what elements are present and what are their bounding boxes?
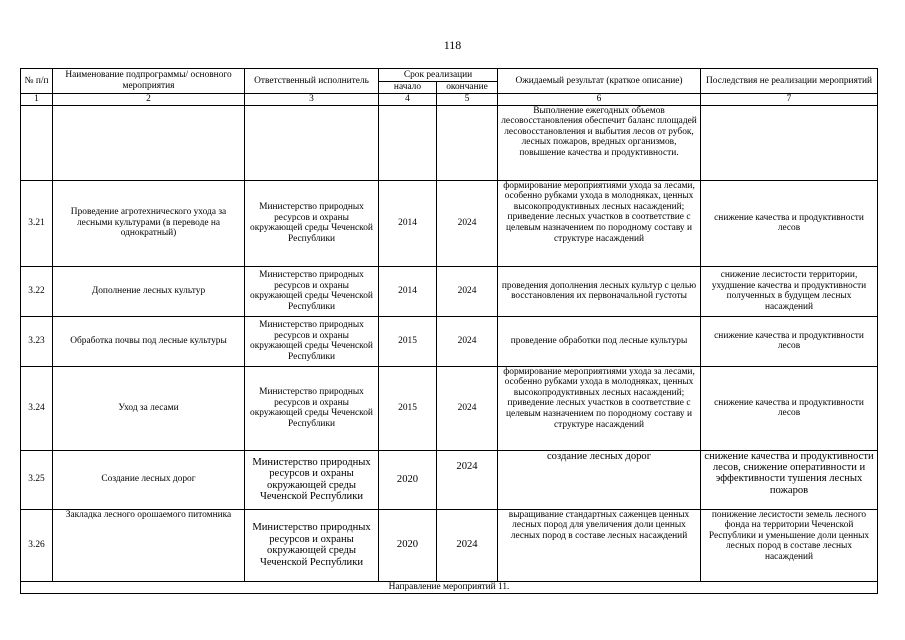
column-number: 4 [379,94,437,106]
row-start: 2014 [379,180,437,266]
table-row [21,450,878,509]
row-executor: Министерство природных ресурсов и охраны окружающей среды Чеченской Республики [245,266,379,316]
row-num: 3.21 [21,180,53,266]
table-row [21,105,878,180]
table-row [21,180,878,266]
row-start: 2015 [379,366,437,450]
page-number: 118 [443,38,462,52]
header-start: начало [379,82,437,94]
row-start: 2014 [379,266,437,316]
column-number-row [21,94,878,106]
result-cell: Выполнение ежегодных объемов лесовосстановления обеспечит баланс площадей лесовосстановления и выбытия лесов от рубок, лесных пожаров, вредных организмов, повышение качества и продуктивности. [498,105,701,180]
column-number: 3 [245,94,379,106]
table-row [21,366,878,450]
row-end: 2024 [437,450,498,509]
row-end: 2024 [437,316,498,366]
row-name: Проведение агротехнического ухода за лесными культурами (в переводе на однократный) [53,180,245,266]
row-executor: Министерство природных ресурсов и охраны окружающей среды Чеченской Республики [245,316,379,366]
row-end: 2024 [437,266,498,316]
row-result: формирование мероприятиями ухода за лесами, особенно рубками ухода в молодняках, ценных высокопродуктивных лесных насаждений; приведение лесных участков в соответствие с целевым назначением по породному составу и структуре насаждений [498,180,701,266]
row-num: 3.24 [21,366,53,450]
header-num: № п/п [21,69,53,94]
row-executor: Министерство природных ресурсов и охраны окружающей среды Чеченской Республики [245,366,379,450]
row-end: 2024 [437,180,498,266]
header-name: Наименование подпрограммы/ основного мероприятия [53,69,245,94]
header-consequences: Последствия не реализации мероприятий [701,69,878,94]
row-name: Обработка почвы под лесные культуры [53,316,245,366]
row-consequences: снижение лесистости территории, ухудшение качества и продуктивности полученных в будущем лесных насаждений [701,266,878,316]
row-end: 2024 [437,509,498,581]
table-row [21,509,878,581]
row-name: Дополнение лесных культур [53,266,245,316]
column-number: 6 [498,94,701,106]
row-consequences: снижение качества и продуктивности лесов [701,316,878,366]
row-name: Создание лесных дорог [53,450,245,509]
header-executor: Ответственный исполнитель [245,69,379,94]
footer-row [21,581,878,593]
header-result: Ожидаемый результат (краткое описание) [498,69,701,94]
table-row [21,266,878,316]
row-executor: Министерство природных ресурсов и охраны окружающей среды Чеченской Республики [245,450,379,509]
row-num: 3.25 [21,450,53,509]
header-row [21,69,878,82]
header-end: окончание [437,82,498,94]
column-number: 5 [437,94,498,106]
row-start: 2020 [379,509,437,581]
row-executor: Министерство природных ресурсов и охраны окружающей среды Чеченской Республики [245,509,379,581]
row-result: выращивание стандартных саженцев ценных лесных пород для увеличения доли ценных лесных пород в составе лесных насаждений [498,509,701,581]
row-result: проведение обработки под лесные культуры [498,316,701,366]
row-consequences: понижение лесистости земель лесного фонда на территории Чеченской Республики и уменьшение доли ценных лесных пород в составе лесных насаждений [701,509,878,581]
row-result: формирование мероприятиями ухода за лесами, особенно рубками ухода в молодняках, ценных высокопродуктивных лесных насаждений; приведение лесных участков в соответствие с целевым назначением по породному составу и структуре насаждений [498,366,701,450]
row-num: 3.23 [21,316,53,366]
row-name: Закладка лесного орошаемого питомника [53,509,245,581]
table-row [21,316,878,366]
row-result: проведения дополнения лесных культур с целью восстановления их первоначальной густоты [498,266,701,316]
row-executor: Министерство природных ресурсов и охраны окружающей среды Чеченской Республики [245,180,379,266]
row-consequences: снижение качества и продуктивности лесов, снижение оперативности и эффективности тушения лесных пожаров [701,450,878,509]
row-consequences: снижение качества и продуктивности лесов [701,366,878,450]
row-end: 2024 [437,366,498,450]
row-name: Уход за лесами [53,366,245,450]
column-number: 7 [701,94,878,106]
row-start: 2020 [379,450,437,509]
row-num: 3.22 [21,266,53,316]
measures-table [20,68,878,594]
row-start: 2015 [379,316,437,366]
column-number: 2 [53,94,245,106]
section-footer: Направление мероприятий 11. [21,581,878,593]
row-result: создание лесных дорог [498,450,701,509]
header-period: Срок реализации [379,69,498,82]
row-num: 3.26 [21,509,53,581]
column-number: 1 [21,94,53,106]
row-consequences: снижение качества и продуктивности лесов [701,180,878,266]
